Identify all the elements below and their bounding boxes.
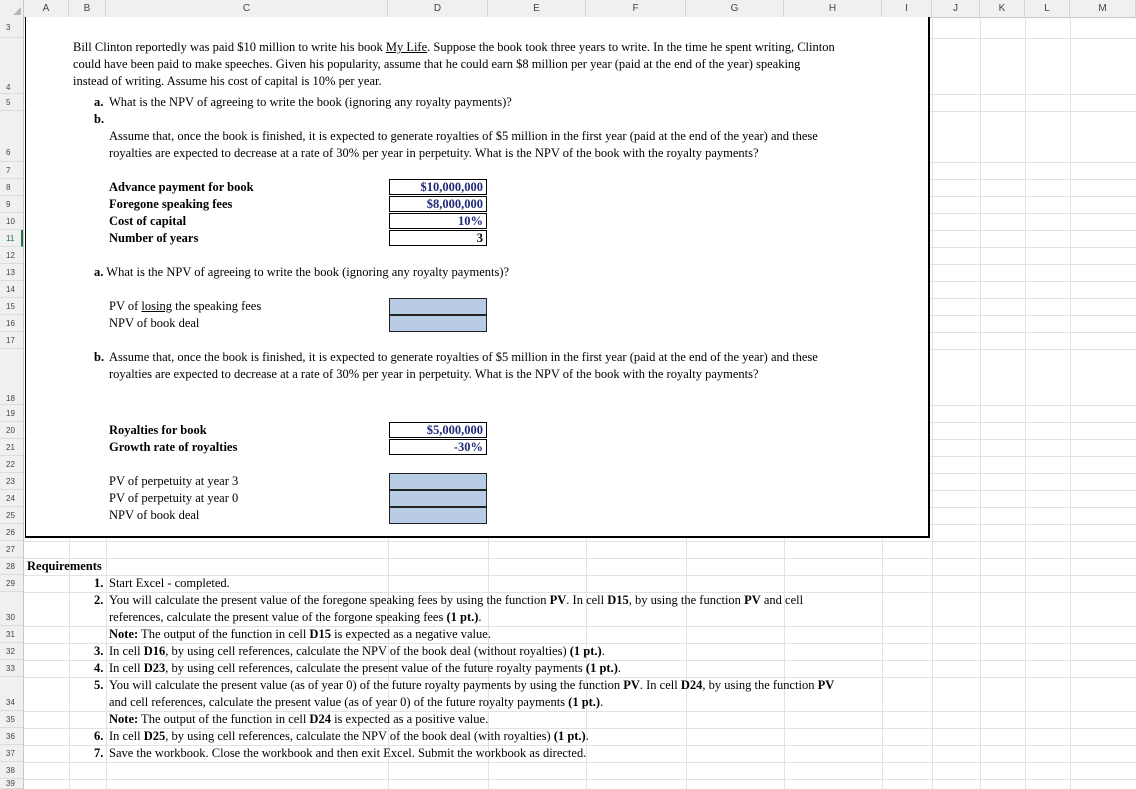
gridline [1025, 17, 1026, 789]
row-header[interactable]: 3 [0, 17, 23, 38]
column-header-H[interactable]: H [784, 0, 882, 17]
row-header[interactable]: 19 [0, 405, 23, 422]
npv-book-deal-label-b: NPV of book deal [109, 508, 200, 522]
gridline [24, 541, 1136, 542]
gridline [1070, 17, 1071, 789]
question-a [94, 264, 509, 281]
req-num: 6. [94, 729, 104, 743]
row-header[interactable]: 16 [0, 315, 23, 332]
req-line: Note: The output of the function in cell D24 is expected as a positive value. [109, 712, 489, 726]
gridline [24, 779, 1136, 780]
intro-text: Bill Clinton reportedly was paid $10 million to write his book [73, 40, 386, 54]
label-text: the speaking fees [171, 299, 262, 313]
question-a-label: a. [94, 265, 104, 279]
pv-perpetuity-year0-label: PV of perpetuity at year 0 [109, 491, 239, 505]
req-line: and cell references, calculate the present value (as of year 0) of the future royalty payments (1 pt.). [109, 695, 604, 709]
cell-D20-royalties[interactable]: $5,000,000 [389, 422, 487, 438]
req-line: You will calculate the present value of the foregone speaking fees by using the function PV. In cell D15, by using the function PV and cell [109, 593, 804, 607]
question-b-label: b. [94, 350, 105, 364]
gridline [932, 17, 933, 789]
column-header-K[interactable]: K [980, 0, 1025, 17]
row-header[interactable]: 33 [0, 660, 23, 677]
cell-D21-growth-rate[interactable]: -30% [389, 439, 487, 455]
gridline [24, 762, 1136, 763]
req-line: references, calculate the present value of the forgone speaking fees (1 pt.). [109, 610, 482, 624]
cell-D8-advance[interactable]: $10,000,000 [389, 179, 487, 195]
row-header[interactable]: 31 [0, 626, 23, 643]
column-header-B[interactable]: B [69, 0, 106, 17]
column-header-I[interactable]: I [882, 0, 932, 17]
row-header[interactable]: 12 [0, 247, 23, 264]
cell-D24-input[interactable] [389, 490, 487, 507]
column-header-F[interactable]: F [586, 0, 686, 17]
req-line: Note: The output of the function in cell D15 is expected as a negative value. [109, 627, 491, 641]
row-header[interactable]: 28 [0, 558, 23, 575]
row-header[interactable]: 6 [0, 111, 23, 162]
row-header[interactable]: 20 [0, 422, 23, 439]
question-b-top-line2: royalties are expected to decrease at a rate of 30% per year in perpetuity. What is the NPV of the book with the royalty payments? [109, 146, 759, 160]
row-header[interactable]: 38 [0, 762, 23, 779]
select-all-corner[interactable] [0, 0, 24, 17]
cell-D11-number-of-years[interactable]: 3 [389, 230, 487, 246]
row-header[interactable]: 26 [0, 524, 23, 541]
question-b-top-line1: Assume that, once the book is finished, it is expected to generate royalties of $5 million in the first year (paid at the end of the year) and these [109, 129, 818, 143]
question-b-top-label: b. [94, 112, 105, 126]
column-header-E[interactable]: E [488, 0, 586, 17]
req-line: Start Excel - completed. [109, 576, 230, 590]
row-header[interactable]: 15 [0, 298, 23, 315]
row-header[interactable]: 37 [0, 745, 23, 762]
row-header[interactable]: 8 [0, 179, 23, 196]
row-header[interactable]: 14 [0, 281, 23, 298]
royalty-label: Royalties for book [109, 423, 207, 437]
row-header[interactable]: 9 [0, 196, 23, 213]
row-header[interactable]: 4 [0, 38, 23, 94]
intro-line-3: instead of writing. Assume his cost of capital is 10% per year. [73, 74, 382, 88]
req-line: In cell D25, by using cell references, calculate the NPV of the book deal (with royalties) (1 pt.). [109, 729, 589, 743]
row-header[interactable]: 36 [0, 728, 23, 745]
row-header[interactable]: 23 [0, 473, 23, 490]
cell-D23-input[interactable] [389, 473, 487, 490]
req-num: 1. [94, 576, 104, 590]
column-header-J[interactable]: J [932, 0, 980, 17]
cell-D9-speaking-fees[interactable]: $8,000,000 [389, 196, 487, 212]
label-text-underlined: losing [141, 299, 172, 313]
row-header[interactable]: 39 [0, 779, 23, 789]
row-header[interactable]: 7 [0, 162, 23, 179]
req-num: 7. [94, 746, 104, 760]
row-header[interactable]: 27 [0, 541, 23, 558]
row-header[interactable]: 11 [0, 230, 23, 247]
row-header-bar [0, 17, 24, 789]
npv-book-deal-label-a: NPV of book deal [109, 316, 200, 330]
input-label-number-of-years: Number of years [109, 231, 199, 245]
row-header[interactable]: 25 [0, 507, 23, 524]
book-title: My Life [385, 40, 428, 54]
row-header[interactable]: 22 [0, 456, 23, 473]
requirements-title: Requirements [27, 559, 102, 573]
column-header-L[interactable]: L [1025, 0, 1070, 17]
row-header[interactable]: 34 [0, 677, 23, 711]
column-header-C[interactable]: C [106, 0, 388, 17]
column-header-A[interactable]: A [24, 0, 69, 17]
row-header[interactable]: 24 [0, 490, 23, 507]
question-a-text: What is the NPV of agreeing to write the book (ignoring any royalty payments)? [106, 265, 510, 279]
req-line: In cell D23, by using cell references, calculate the present value of the future royalty payments (1 pt.). [109, 661, 621, 675]
column-header-M[interactable]: M [1070, 0, 1136, 17]
intro-text: . Suppose the book took three years to write. In the time he spent writing, Clinton [427, 40, 835, 54]
req-line: You will calculate the present value (as of year 0) of the future royalty payments by using the function PV. In cell D24, by using the function PV [109, 678, 835, 692]
gridline [980, 17, 981, 789]
pv-losing-speaking-fees-label [109, 298, 261, 315]
column-header-bar [0, 0, 1136, 18]
row-header[interactable]: 32 [0, 643, 23, 660]
row-header[interactable]: 10 [0, 213, 23, 230]
row-header[interactable]: 5 [0, 94, 23, 111]
req-num: 2. [94, 593, 104, 607]
intro-line-1 [73, 39, 835, 56]
pv-perpetuity-year3-label: PV of perpetuity at year 3 [109, 474, 239, 488]
growth-rate-label: Growth rate of royalties [109, 440, 238, 454]
column-header-D[interactable]: D [388, 0, 488, 17]
cell-D10-cost-of-capital[interactable]: 10% [389, 213, 487, 229]
req-line: Save the workbook. Close the workbook and then exit Excel. Submit the workbook as directed. [109, 746, 587, 760]
cell-D16-input[interactable] [389, 315, 487, 332]
row-header[interactable]: 21 [0, 439, 23, 456]
row-header[interactable]: 13 [0, 264, 23, 281]
gridline [24, 558, 1136, 559]
row-header[interactable]: 18 [0, 349, 23, 405]
column-header-G[interactable]: G [686, 0, 784, 17]
cell-D15-input[interactable] [389, 298, 487, 315]
label-text: PV of [109, 299, 142, 313]
question-b-line2: royalties are expected to decrease at a rate of 30% per year in perpetuity. What is the NPV of the book with the royalty payments? [109, 367, 759, 381]
question-a-top-label: a. [94, 95, 104, 109]
input-label-speaking-fees: Foregone speaking fees [109, 197, 233, 211]
row-header[interactable]: 17 [0, 332, 23, 349]
intro-line-2: could have been paid to make speeches. Given his popularity, assume that he could earn $8 million per year (paid at the end of the year) speaking [73, 57, 801, 71]
cell-D25-input[interactable] [389, 507, 487, 524]
input-label-advance: Advance payment for book [109, 180, 254, 194]
question-b-line1: Assume that, once the book is finished, it is expected to generate royalties of $5 million in the first year (paid at the end of the year) and these [109, 350, 818, 364]
req-num: 3. [94, 644, 104, 658]
row-header[interactable]: 35 [0, 711, 23, 728]
req-num: 4. [94, 661, 104, 675]
row-header[interactable]: 29 [0, 575, 23, 592]
question-a-top-text: What is the NPV of agreeing to write the book (ignoring any royalty payments)? [109, 95, 512, 109]
req-line: In cell D16, by using cell references, calculate the NPV of the book deal (without royalties) (1 pt.). [109, 644, 605, 658]
req-num: 5. [94, 678, 104, 692]
input-label-cost-of-capital: Cost of capital [109, 214, 187, 228]
row-header[interactable]: 30 [0, 592, 23, 626]
